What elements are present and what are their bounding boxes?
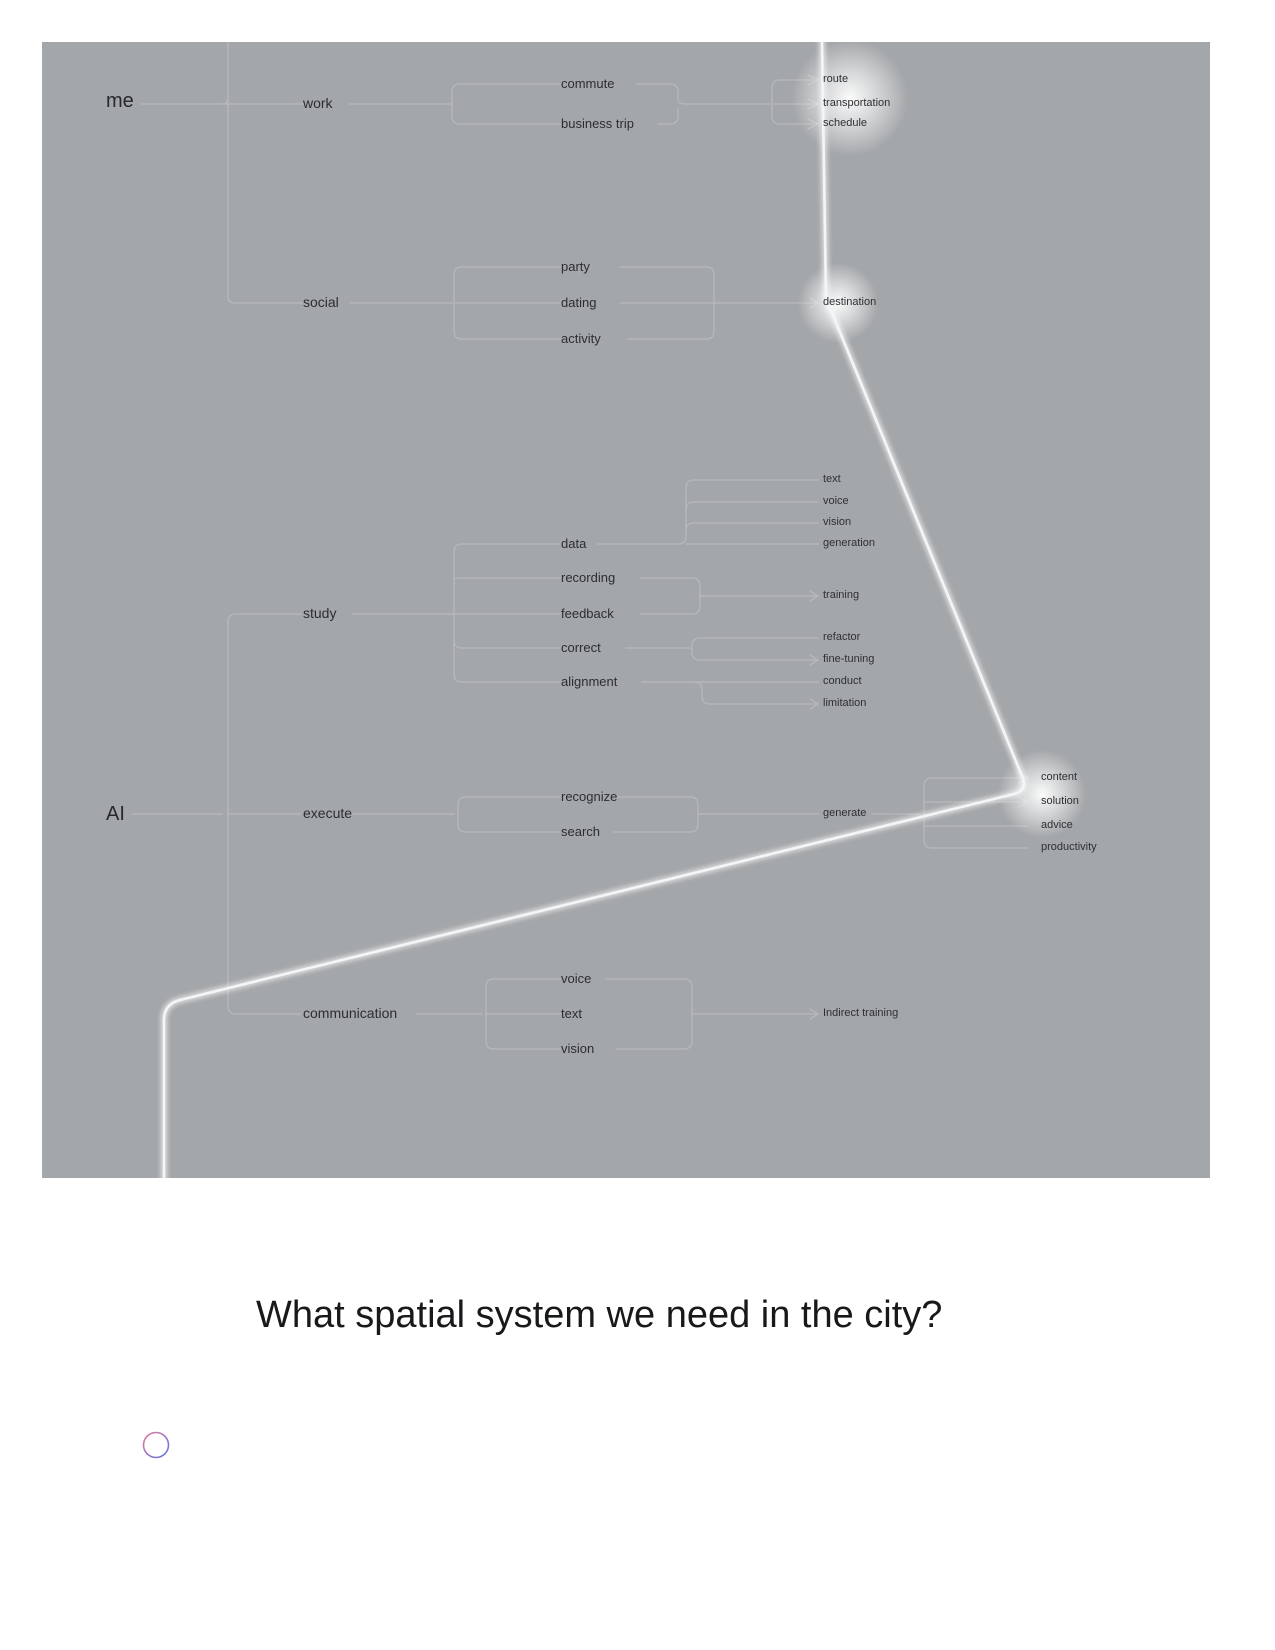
node-work: work — [303, 95, 333, 111]
node-commute: commute — [561, 76, 615, 91]
node-training: training — [823, 589, 860, 601]
node-correct: correct — [561, 640, 601, 655]
node-limitation: limitation — [823, 697, 867, 709]
node-search: search — [561, 824, 601, 839]
node-alignment: alignment — [561, 674, 618, 689]
node-destination: destination — [823, 296, 877, 308]
node-vision: vision — [823, 516, 852, 528]
node-data: data — [561, 536, 587, 551]
node-voice: voice — [823, 495, 849, 507]
question-heading: What spatial system we need in the city? — [256, 1294, 943, 1336]
glow-halos — [792, 42, 1086, 838]
node-refactor: refactor — [823, 631, 861, 643]
node-business-trip: business trip — [561, 116, 634, 131]
node-dating: dating — [561, 295, 597, 310]
node-comm-voice: voice — [561, 971, 592, 986]
node-schedule: schedule — [823, 117, 868, 129]
node-recognize: recognize — [561, 789, 618, 804]
node-comm-vision: vision — [561, 1041, 595, 1056]
node-generate: generate — [823, 807, 867, 819]
node-study: study — [303, 605, 337, 621]
node-party: party — [561, 259, 590, 274]
mind-map-panel — [42, 42, 1210, 1178]
node-fine-tuning: fine-tuning — [823, 653, 875, 665]
node-generation: generation — [823, 537, 875, 549]
node-communication: communication — [303, 1005, 398, 1021]
node-activity: activity — [561, 331, 601, 346]
node-content: content — [1041, 771, 1078, 783]
node-productivity: productivity — [1041, 841, 1097, 853]
root-me: me — [106, 90, 134, 112]
node-text: text — [823, 473, 841, 485]
timeline-node-circle — [144, 1433, 169, 1458]
connector-me-social — [228, 98, 302, 303]
node-execute: execute — [303, 805, 353, 821]
node-comm-text: text — [561, 1006, 582, 1021]
connector-lines — [42, 42, 1210, 1178]
node-recording: recording — [561, 570, 616, 585]
node-conduct: conduct — [823, 675, 862, 687]
node-social: social — [303, 294, 339, 310]
node-indirect-training: Indirect training — [823, 1007, 899, 1019]
node-advice: advice — [1041, 819, 1073, 831]
node-feedback: feedback — [561, 606, 614, 621]
root-ai: AI — [106, 803, 125, 825]
node-solution: solution — [1041, 795, 1079, 807]
node-transportation: transportation — [823, 97, 891, 109]
node-route: route — [823, 73, 849, 85]
